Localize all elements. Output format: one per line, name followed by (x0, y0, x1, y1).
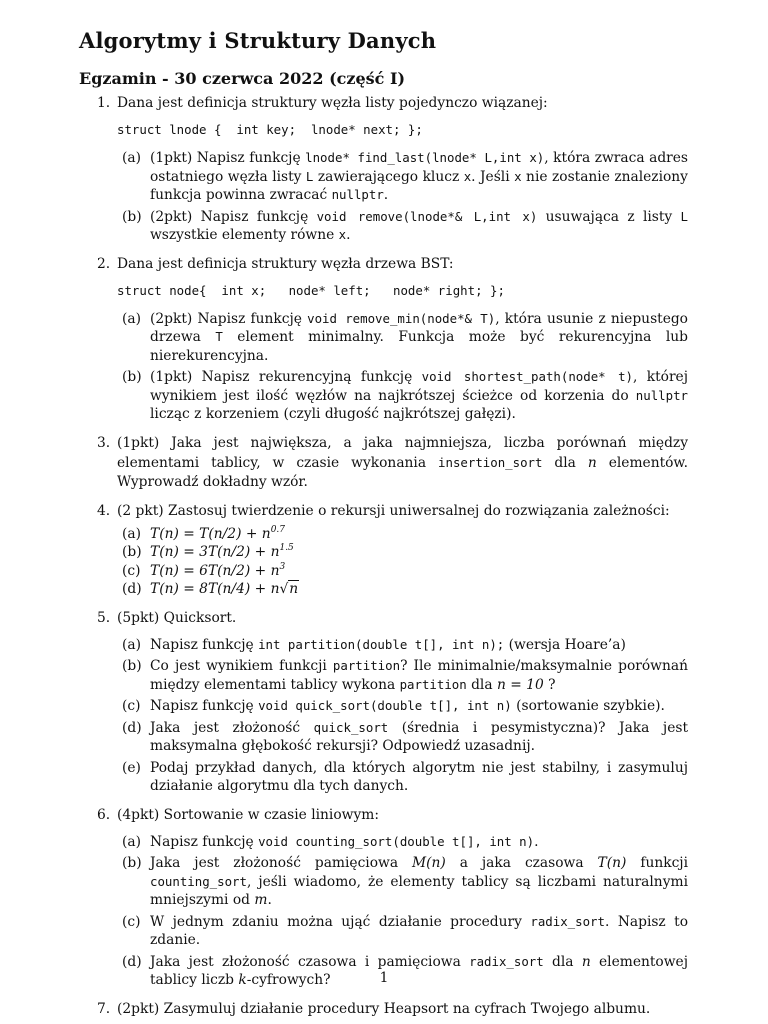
text: (sortowanie szybkie). (511, 698, 665, 714)
recurrence-formula: T(n) = 3T(n/2) + n (150, 544, 280, 560)
code-snippet: struct node{ int x; node* left; node* right; }; (117, 282, 505, 298)
text: . Jeśli (471, 168, 515, 185)
recurrence-a (117, 525, 688, 544)
subquestion-label: (d) (122, 953, 142, 970)
text: ? Ile minimalnie/maksymalnie porównań między elementami tablicy wykona (150, 658, 688, 693)
subquestion-2a (117, 310, 688, 366)
subquestion-label: (a) (122, 833, 141, 850)
question-number: 7. (97, 1000, 111, 1017)
text: dla (543, 953, 582, 970)
inline-code: void remove(lnode*& L,int x) (316, 208, 538, 224)
inline-code: x (514, 168, 522, 184)
recurrence-formula: T(n) = 6T(n/2) + n (150, 562, 280, 579)
text: zawierającego klucz (313, 168, 464, 185)
text: (2pkt) Napisz funkcję (150, 208, 317, 225)
text: Co jest wynikiem funkcji (150, 658, 333, 674)
text: (wersja Hoare’a) (504, 636, 626, 653)
question-number: 2. (97, 255, 111, 272)
question-number: 4. (97, 502, 111, 519)
inline-code: void counting_sort(double t[], int n) (258, 833, 535, 849)
subquestion-label: (a) (122, 636, 141, 653)
subquestion-5c (117, 697, 688, 716)
subquestion-label: (a) (122, 310, 141, 327)
inline-code: nullptr (635, 387, 688, 403)
text: Napisz funkcję (150, 833, 259, 850)
inline-code: int partition(double t[], int n); (258, 636, 505, 652)
text: W jednym zdaniu można ująć działanie procedury (150, 913, 531, 930)
question-intro: Dana jest definicja struktury węzła listy pojedynczo wiązanej: (117, 95, 548, 111)
text: wszystkie elementy równe (150, 227, 339, 243)
math-expression: T(n) (597, 855, 627, 871)
math-variable: n (581, 953, 591, 970)
exponent: 3 (279, 561, 286, 572)
text: (1pkt) Jaka jest największa, a jaka najmniejsza, liczba porównań między elementami tablicy, w czasie wykonania (117, 434, 688, 471)
text: (średnia i pesymistyczna)? Jaka jest maksymalna głębokość rekursji? Odpowiedź uzasadnij. (150, 719, 688, 754)
text: Jaka jest złożoność (150, 719, 314, 736)
question-2 (79, 255, 688, 424)
subquestion-label: (e) (122, 759, 141, 776)
text: usuwająca z listy (537, 208, 681, 225)
document-title: Algorytmy i Struktury Danych (79, 28, 437, 53)
subquestion-list (117, 833, 688, 990)
subquestion-label: (d) (122, 581, 142, 597)
text: (1pkt) Napisz funkcję (150, 150, 306, 166)
subquestion-6b (117, 854, 688, 910)
inline-code: insertion_sort (438, 454, 543, 470)
subquestion-1a (117, 149, 688, 205)
text: (1pkt) Napisz rekurencyjną funkcję (150, 369, 422, 385)
subquestion-label: (b) (122, 369, 142, 385)
sqrt-symbol: √ (279, 581, 289, 597)
subquestion-2b (117, 368, 688, 424)
text: dla (542, 454, 588, 471)
inline-code: void shortest_path(node* t) (421, 369, 633, 384)
text: Jaka jest złożoność pamięciowa (150, 855, 413, 871)
inline-code: x (463, 168, 472, 184)
subquestion-5b (117, 657, 688, 694)
math-expression: M(n) (412, 855, 446, 871)
text: (2pkt) Zasymuluj działanie procedury Heapsort na cyfrach Twojego albumu. (117, 1000, 651, 1017)
text: , jeśli wiadomo, że elementy tablicy są liczbami naturalnymi mniejszymi od (150, 873, 688, 908)
text: . (534, 833, 539, 850)
text: . (383, 187, 389, 203)
text: a jaka czasowa (445, 855, 598, 871)
code-snippet: struct lnode { int key; lnode* next; }; (117, 122, 423, 137)
inline-code: counting_sort (150, 873, 247, 889)
subquestion-5a (117, 636, 688, 655)
exponent: 0.7 (270, 524, 286, 535)
subquestion-label: (d) (122, 719, 142, 736)
inline-code: x (338, 227, 347, 242)
subquestion-label: (c) (122, 913, 141, 930)
text: elementowej tablicy liczb (150, 953, 688, 988)
subquestion-label: (a) (122, 150, 141, 166)
recurrence-formula: T(n) = T(n/2) + n (150, 525, 271, 542)
subquestion-label: (c) (122, 562, 141, 579)
text: Napisz funkcję (150, 636, 259, 653)
question-1 (79, 94, 688, 245)
subquestion-5d (117, 719, 688, 756)
question-number: 3. (97, 434, 111, 451)
inline-code: partition (332, 658, 401, 673)
question-7 (79, 1000, 688, 1019)
text: -cyfrowych? (246, 972, 331, 988)
question-intro: (5pkt) Quicksort. (117, 609, 237, 626)
question-intro: (4pkt) Sortowanie w czasie liniowym: (117, 806, 379, 823)
math-variable: m (254, 892, 268, 908)
recurrence-list (117, 525, 688, 599)
math-variable: k (238, 972, 247, 988)
inline-code: void remove_min(node*& T) (307, 310, 496, 326)
recurrence-formula: T(n) = 8T(n/4) + n (150, 581, 280, 597)
inline-code: nullptr (331, 187, 384, 202)
subquestion-label: (b) (122, 855, 142, 871)
question-6 (79, 806, 688, 990)
exponent: 1.5 (279, 543, 294, 553)
text: funkcji (626, 855, 688, 871)
text: Jaka jest złożoność czasowa i pamięciowa (150, 953, 470, 970)
question-number: 1. (97, 95, 111, 111)
question-number: 5. (97, 609, 111, 626)
inline-code: radix_sort (469, 953, 544, 969)
question-number: 6. (97, 806, 111, 823)
inline-code: lnode* find_last(lnode* L,int x) (305, 150, 545, 165)
subquestion-6a (117, 833, 688, 852)
text: . Napisz to zdanie. (150, 913, 689, 948)
text: . (346, 227, 351, 243)
subquestion-label: (b) (122, 208, 142, 225)
question-intro: Dana jest definicja struktury węzła drzewa BST: (117, 255, 454, 272)
subquestion-label: (c) (122, 698, 141, 714)
inline-code: radix_sort (530, 913, 605, 929)
text: element minimalny. Funkcja może być rekurencyjna lub nierekurencyjna. (150, 329, 688, 364)
question-intro: (2 pkt) Zastosuj twierdzenie o rekursji uniwersalnej do rozwiązania zależności: (117, 502, 670, 519)
math-variable: n (587, 454, 597, 471)
inline-code: L (680, 208, 688, 224)
text: , która usunie z niepustego drzewa (150, 310, 688, 345)
recurrence-b (117, 543, 688, 562)
text: elementów. Wyprowadź dokładny wzór. (117, 454, 688, 490)
text: (2pkt) Napisz funkcję (150, 310, 308, 327)
text: licząc z korzeniem (czyli długość najkrótszej gałęzi). (150, 406, 516, 422)
text: Podaj przykład danych, dla których algorytm nie jest stabilny, i zasymuluj działanie algorytmu dla tych danych. (150, 759, 688, 794)
subquestion-5e (117, 759, 688, 796)
question-5 (79, 609, 688, 796)
text: nie zostanie znaleziony funkcja powinna zwracać (150, 168, 688, 203)
subquestion-6c (117, 913, 688, 950)
text: Napisz funkcję (150, 698, 259, 714)
subquestion-label: (a) (122, 525, 141, 542)
recurrence-c (117, 562, 688, 581)
question-4 (79, 502, 688, 599)
text: dla (466, 676, 497, 693)
page-number: 1 (379, 970, 389, 986)
question-list (79, 94, 688, 1019)
question-3 (79, 434, 688, 492)
inline-code: L (305, 168, 314, 184)
inline-code: T (215, 329, 223, 344)
inline-code: quick_sort (313, 719, 389, 735)
subquestion-list (117, 636, 688, 796)
inline-code: void quick_sort(double t[], int n) (258, 698, 512, 713)
text: . (267, 892, 272, 908)
subquestion-list (117, 310, 688, 424)
text: , której wynikiem jest ilość węzłów na najkrótszej ścieżce od korzenia do (150, 369, 688, 404)
math-expression: n = 10 (496, 676, 544, 693)
text: ? (543, 676, 556, 693)
subquestion-label: (b) (122, 658, 142, 674)
subquestion-list (117, 149, 688, 245)
recurrence-d (117, 580, 688, 599)
subquestion-1b (117, 208, 688, 245)
sqrt-radicand: n (289, 581, 299, 597)
subquestion-label: (b) (122, 544, 142, 560)
exam-subtitle: Egzamin - 30 czerwca 2022 (część I) (79, 69, 406, 88)
inline-code: partition (399, 676, 467, 692)
text: , która zwraca adres ostatniego węzła listy (150, 150, 688, 185)
